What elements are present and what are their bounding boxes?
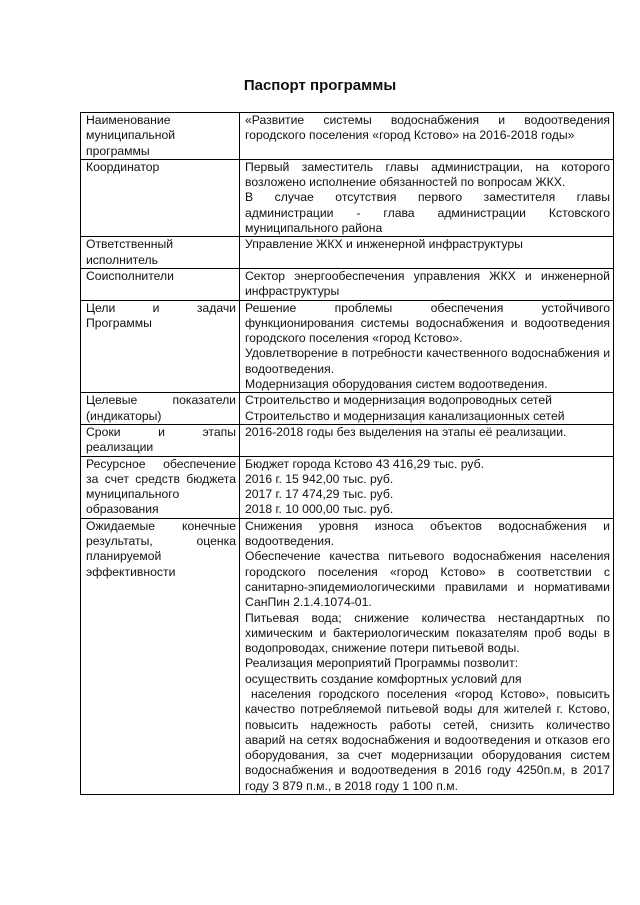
value-line: 2018 г. 10 000,00 тыс. руб.	[245, 502, 394, 517]
page-title: Паспорт программы	[243, 77, 397, 94]
table-row-goals	[81, 300, 614, 393]
value-line: Строительство и модернизация водопроводных сетей	[245, 393, 552, 408]
value-line: 2016 г. 15 942,00 тыс. руб.	[245, 471, 394, 486]
table-row-name	[81, 113, 614, 160]
table-row-terms	[81, 424, 614, 456]
value-line: Реализация мероприятий Программы позволит:	[245, 656, 519, 671]
row-value	[240, 268, 614, 300]
value-line: Управление ЖКХ и инженерной инфраструктуры	[245, 237, 523, 252]
value-line: 2017 г. 17 474,29 тыс. руб.	[245, 487, 394, 502]
value-line: Первый заместитель главы администрации, на которого возложено исполнение обязанностей по вопросам ЖКХ.	[245, 159, 610, 190]
value-line: «Развитие системы водоснабжения и водоотведения городского поселения «город Кстово» на 2016-2018 годы»	[245, 113, 610, 143]
row-label: Ожидаемые конечные результаты, оценка планируемой эффективности	[81, 518, 240, 794]
row-value	[240, 518, 614, 794]
row-value	[240, 237, 614, 269]
row-label: Координатор	[81, 159, 240, 236]
row-value	[240, 300, 614, 393]
row-label: Цели и задачи Программы	[81, 300, 240, 393]
value-line: Модернизация оборудования систем водоотведения.	[245, 377, 548, 392]
table-row-resources	[81, 456, 614, 518]
row-label: Целевые показатели (индикаторы)	[81, 393, 240, 425]
value-line: 2016-2018 годы без выделения на этапы её реализации.	[245, 424, 567, 439]
value-line: населения городского поселения «город Кстово», повысить качество потребляемой питьевой воды для жителей г. Кстово, повысить надежность работы сетей, снизить количество аварий на сетях водоснабжения и водоотведения и отказов его оборудования, за счет модернизации оборудования систем водоснабжения и водоотведения в 2016 году 4250п.м, в 2017 году 3 879 п.м., в 2018 году 1 100 п.м.	[245, 686, 610, 793]
value-line: В случае отсутствия первого заместителя главы администрации - глава администрации Кстовского муниципального района	[245, 190, 610, 236]
row-value	[240, 424, 614, 456]
row-label: Ресурсное обеспечение за счет средств бюджета муниципального образования	[81, 456, 240, 518]
table-row-coordinator	[81, 159, 614, 236]
passport-table	[80, 112, 614, 795]
row-label: Ответственный исполнитель	[81, 237, 240, 269]
row-label: Наименование муниципальной программы	[81, 113, 240, 160]
value-line: Питьевая вода; снижение количества нестандартных по химическим и бактериологическим показателям проб воды в водопроводах, снижение потери питьевой воды.	[245, 610, 610, 656]
value-line: Удовлетворение в потребности качественного водоснабжения и водоотведения.	[245, 346, 610, 376]
table-row-indicators	[81, 393, 614, 425]
value-line: Сектор энергообеспечения управления ЖКХ и инженерной инфраструктуры	[245, 268, 610, 299]
table-row-coexecutors	[81, 268, 614, 300]
value-line: осуществить создание комфортных условий для	[245, 671, 522, 686]
value-line: Обеспечение качества питьевого водоснабжения населения городского поселения «город Кстово» в соответствии с санитарно-эпидемиологическими правилами и нормативами СанПин 2.1.4.1074-01.	[245, 549, 610, 610]
value-line: Решение проблемы обеспечения устойчивого функционирования системы водоснабжения и водоотведения городского поселения «город Кстово».	[245, 300, 610, 346]
row-value	[240, 159, 614, 236]
value-line: Строительство и модернизация канализационных сетей	[245, 408, 565, 423]
row-value	[240, 456, 614, 518]
table-row-responsible	[81, 237, 614, 269]
value-line: Бюджет города Кстово 43 416,29 тыс. руб.	[245, 456, 484, 471]
table-row-results	[81, 518, 614, 794]
row-value	[240, 113, 614, 160]
row-label: Сроки и этапы реализации	[81, 424, 240, 456]
value-line: Снижения уровня износа объектов водоснабжения и водоотведения.	[245, 518, 610, 549]
row-label: Соисполнители	[81, 268, 240, 300]
row-value	[240, 393, 614, 425]
